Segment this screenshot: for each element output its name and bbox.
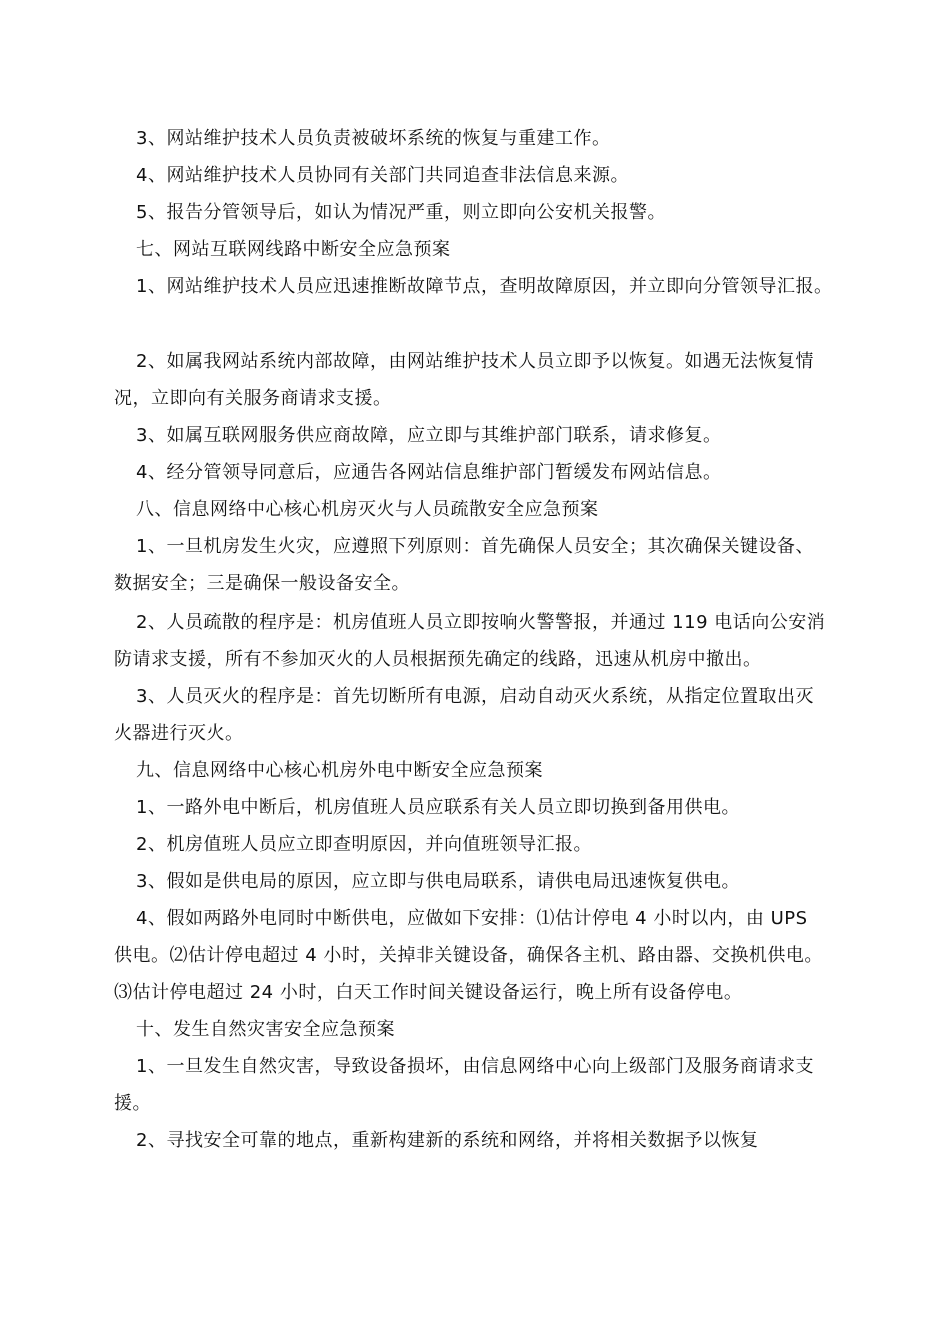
text-line: 1、一旦机房发生火灾，应遵照下列原则：首先确保人员安全；其次确保关键设备、: [136, 536, 814, 557]
text-line: 火器进行灭火。: [114, 723, 244, 744]
section-heading: 七、网站互联网线路中断安全应急预案: [136, 239, 451, 260]
text-line: 况，立即向有关服务商请求支援。: [114, 388, 392, 409]
text-line: 2、寻找安全可靠的地点，重新构建新的系统和网络，并将相关数据予以恢复: [136, 1130, 759, 1151]
text-line: 1、网站维护技术人员应迅速推断故障节点，查明故障原因，并立即向分管领导汇报。: [136, 276, 833, 297]
text-line: 2、机房值班人员应立即查明原因，并向值班领导汇报。: [136, 834, 592, 855]
text-line: 3、人员灭火的程序是：首先切断所有电源，启动自动灭火系统，从指定位置取出灭: [136, 686, 814, 707]
text-line: 3、假如是供电局的原因，应立即与供电局联系，请供电局迅速恢复供电。: [136, 871, 740, 892]
text-line: 数据安全；三是确保一般设备安全。: [114, 573, 410, 594]
text-line: 3、网站维护技术人员负责被破坏系统的恢复与重建工作。: [136, 128, 611, 149]
text-line: 4、假如两路外电同时中断供电，应做如下安排：⑴估计停电 4 小时以内，由 UPS: [136, 908, 808, 929]
text-line: 供电。⑵估计停电超过 4 小时，关掉非关键设备，确保各主机、路由器、交换机供电。: [114, 945, 823, 966]
text-line: ⑶估计停电超过 24 小时，白天工作时间关键设备运行，晚上所有设备停电。: [114, 982, 743, 1003]
text-line: 3、如属互联网服务供应商故障，应立即与其维护部门联系，请求修复。: [136, 425, 722, 446]
text-line: 1、一路外电中断后，机房值班人员应联系有关人员立即切换到备用供电。: [136, 797, 740, 818]
text-line: 5、报告分管领导后，如认为情况严重，则立即向公安机关报警。: [136, 202, 666, 223]
text-line: 4、经分管领导同意后，应通告各网站信息维护部门暂缓发布网站信息。: [136, 462, 722, 483]
section-heading: 八、信息网络中心核心机房灭火与人员疏散安全应急预案: [136, 499, 599, 520]
text-line: 防请求支援，所有不参加灭火的人员根据预先确定的线路，迅速从机房中撤出。: [114, 649, 762, 670]
text-line: 1、一旦发生自然灾害，导致设备损坏，由信息网络中心向上级部门及服务商请求支: [136, 1056, 814, 1077]
text-line: 援。: [114, 1093, 151, 1114]
text-line: 4、网站维护技术人员协同有关部门共同追查非法信息来源。: [136, 165, 629, 186]
text-line: 2、人员疏散的程序是：机房值班人员立即按响火警警报，并通过 119 电话向公安消: [136, 612, 826, 633]
section-heading: 九、信息网络中心核心机房外电中断安全应急预案: [136, 760, 543, 781]
section-heading: 十、发生自然灾害安全应急预案: [136, 1019, 395, 1040]
text-line: 2、如属我网站系统内部故障，由网站维护技术人员立即予以恢复。如遇无法恢复情: [136, 351, 814, 372]
